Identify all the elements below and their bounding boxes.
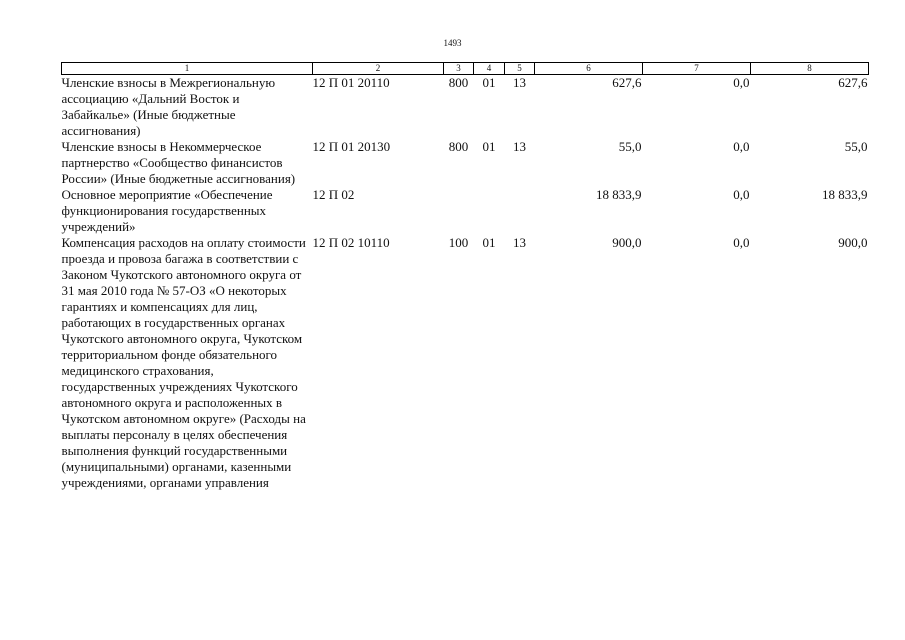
row-amount-7: 0,0 xyxy=(733,235,750,250)
row-amount-6: 55,0 xyxy=(618,139,642,154)
row-code: 12 П 01 20110 xyxy=(312,75,390,90)
header-row xyxy=(62,63,869,75)
table-row xyxy=(62,187,869,235)
row-amount-6: 627,6 xyxy=(612,75,642,90)
row-subsection xyxy=(505,187,535,235)
row-section xyxy=(474,187,505,235)
row-code: 12 П 02 10110 xyxy=(312,235,390,250)
row-amount-8: 18 833,9 xyxy=(822,187,868,202)
row-name: Членские взносы в Некоммерческое партнерство «Сообщество финансистов России» (Иные бюджетные ассигнования) xyxy=(61,139,296,186)
row-expense-type: 800 xyxy=(448,75,469,90)
col-header-4: 4 xyxy=(474,63,505,75)
row-code: 12 П 02 xyxy=(312,187,355,202)
row-section: 01 xyxy=(482,139,496,154)
row-subsection: 13 xyxy=(513,75,526,90)
col-header-8: 8 xyxy=(751,63,869,75)
col-header-6: 6 xyxy=(535,63,643,75)
row-subsection: 13 xyxy=(513,235,526,250)
row-section: 01 xyxy=(482,235,496,250)
row-amount-7: 0,0 xyxy=(733,139,750,154)
row-amount-8: 900,0 xyxy=(838,235,868,250)
row-amount-6: 18 833,9 xyxy=(596,187,642,202)
table-row xyxy=(62,75,869,140)
row-expense-type: 100 xyxy=(448,235,469,250)
budget-table xyxy=(61,62,869,491)
row-amount-8: 55,0 xyxy=(844,139,868,154)
col-header-3: 3 xyxy=(444,63,474,75)
col-header-5: 5 xyxy=(505,63,535,75)
row-section: 01 xyxy=(482,75,496,90)
row-amount-8: 627,6 xyxy=(838,75,868,90)
row-expense-type xyxy=(444,187,474,235)
row-code: 12 П 01 20130 xyxy=(312,139,391,154)
row-name: Основное мероприятие «Обеспечение функционирования государственных учреждений» xyxy=(61,187,273,234)
row-name: Членские взносы в Межрегиональную ассоциацию «Дальний Восток и Забайкалье» (Иные бюджетные ассигнования) xyxy=(61,75,276,138)
row-amount-6: 900,0 xyxy=(612,235,642,250)
row-expense-type: 800 xyxy=(448,139,469,154)
col-header-2: 2 xyxy=(313,63,444,75)
table-row xyxy=(62,235,869,491)
col-header-7: 7 xyxy=(643,63,751,75)
col-header-1: 1 xyxy=(62,63,313,75)
table-row xyxy=(62,139,869,187)
row-amount-7: 0,0 xyxy=(733,187,750,202)
row-subsection: 13 xyxy=(513,139,526,154)
row-name: Компенсация расходов на оплату стоимости проезда и провоза багажа в соответствии с Законом Чукотского автономного округа от 31 мая 2010 года № 57-ОЗ «О некоторых гарантиях и компенсациях для лиц, работающих в государственных органах Чукотского автономного округа, Чукотском территориальном фонде обязательного медицинского страхования, государственных учреждениях Чукотского автономного округа и расположенных в Чукотском автономном округе» (Расходы на выплаты персоналу в целях обеспечения выполнения функций государственными (муниципальными) органами, казенными учреждениями, органами управления xyxy=(61,235,306,490)
row-amount-7: 0,0 xyxy=(733,75,750,90)
page-number: 1493 xyxy=(443,38,462,48)
